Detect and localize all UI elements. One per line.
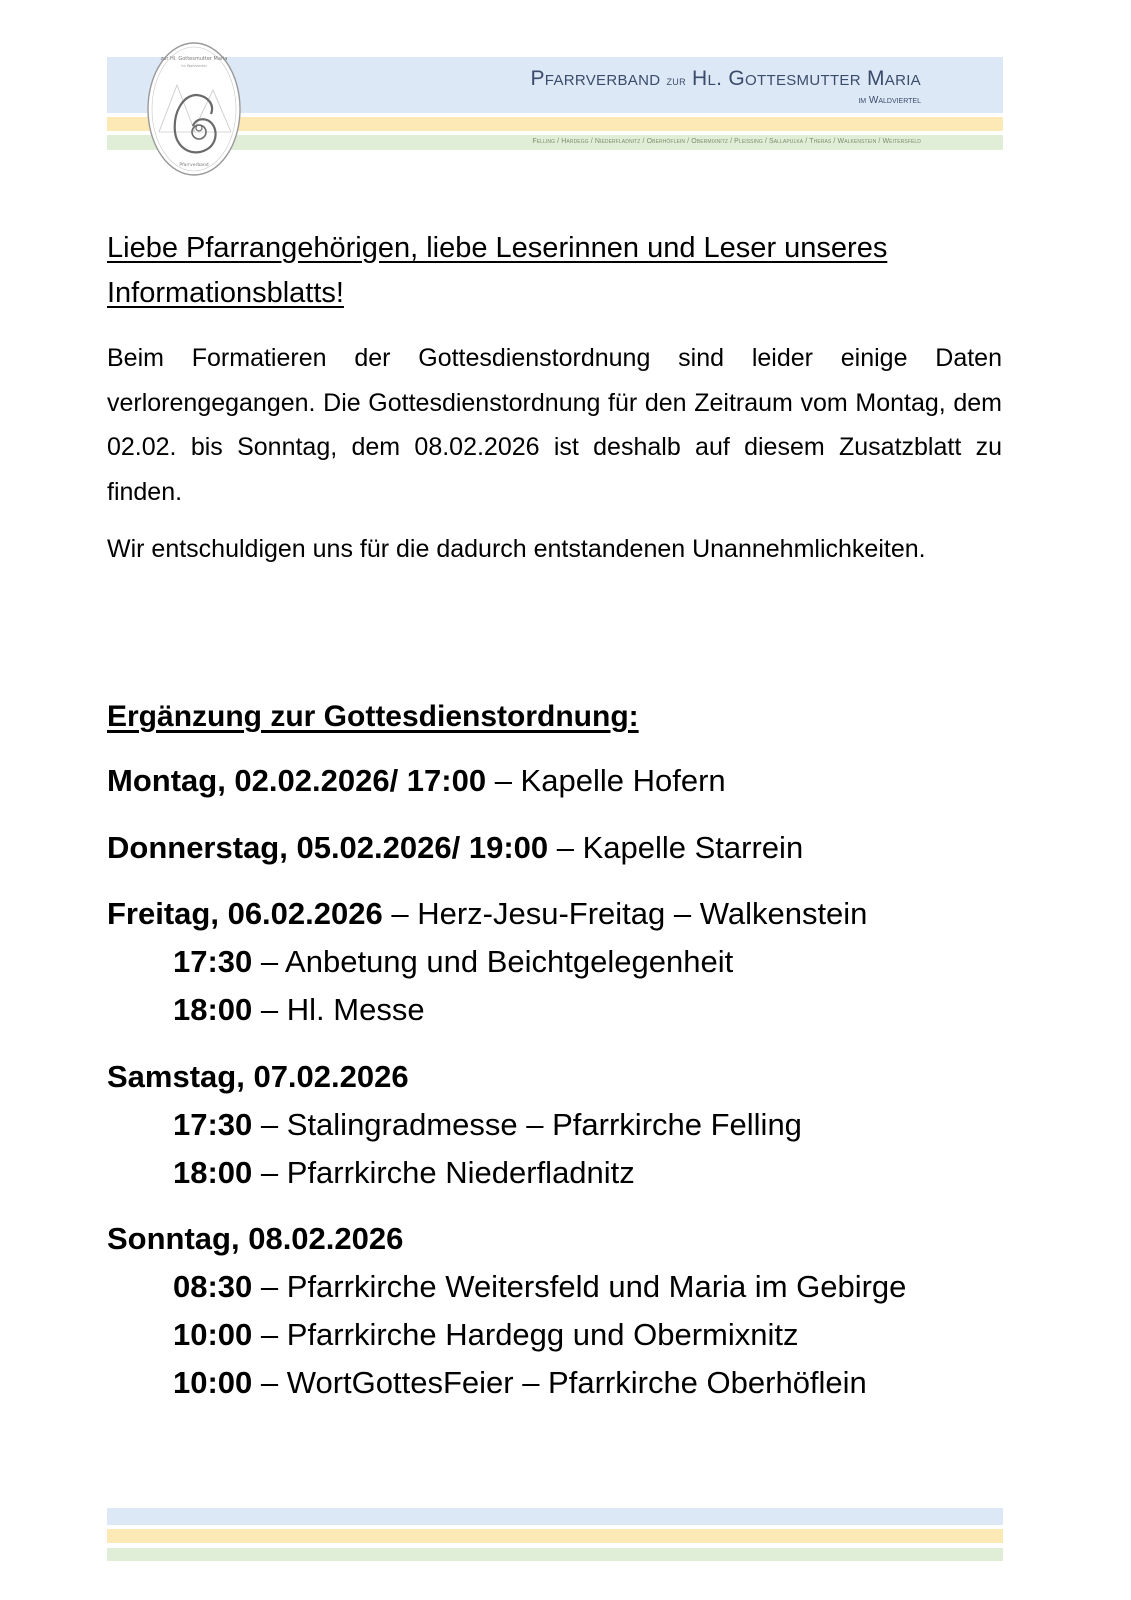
organization-subtitle: im Waldviertel xyxy=(858,95,921,106)
logo-inner-text: im Waldviertel xyxy=(181,64,207,68)
item-time: 18:00 xyxy=(173,992,253,1027)
footer-green-band xyxy=(107,1548,1003,1561)
madonna-child-logo-icon xyxy=(145,40,243,178)
item-text: – Stalingradmesse – Pfarrkirche Felling xyxy=(252,1107,802,1142)
logo-top-text: zur Hl. Gottesmutter Maria xyxy=(160,56,228,62)
schedule-day-thursday xyxy=(107,824,1002,872)
title-connector: zur xyxy=(666,73,686,88)
title-part-2: Hl. Gottesmutter Maria xyxy=(692,67,921,90)
footer-yellow-band xyxy=(107,1529,1003,1543)
schedule-day-saturday xyxy=(107,1053,1002,1197)
item-text: – Pfarrkirche Weitersfeld und Maria im Gebirge xyxy=(252,1269,907,1304)
logo-bottom-text: Pfarrverband xyxy=(179,163,209,168)
item-time: 10:00 xyxy=(173,1365,253,1400)
schedule-day-monday xyxy=(107,757,1002,805)
title-part-1: Pfarrverband xyxy=(530,67,661,90)
day-label: Freitag, 06.02.2026 xyxy=(107,896,383,931)
schedule-day-friday xyxy=(107,890,1002,1034)
apology-paragraph: Wir entschuldigen uns für die dadurch entstandenen Unannehmlichkeiten. xyxy=(107,535,926,563)
item-time: 08:30 xyxy=(173,1269,253,1304)
item-text: – Anbetung und Beichtgelegenheit xyxy=(252,944,734,979)
section-title: Ergänzung zur Gottesdienstordnung: xyxy=(107,700,639,733)
schedule-item xyxy=(107,1149,1002,1197)
footer-blue-band xyxy=(107,1508,1003,1525)
greeting-heading: Liebe Pfarrangehörigen, liebe Leserinnen und Leser unseres Informationsblatts! xyxy=(107,232,888,309)
footer-bands xyxy=(107,1508,1003,1563)
day-detail: – Kapelle Starrein xyxy=(548,830,804,865)
day-label: Samstag, 07.02.2026 xyxy=(107,1059,409,1094)
item-text: – Pfarrkirche Niederfladnitz xyxy=(252,1155,635,1190)
day-detail: – Kapelle Hofern xyxy=(486,763,726,798)
item-text: – WortGottesFeier – Pfarrkirche Oberhöflein xyxy=(252,1365,867,1400)
parish-list: Felling / Hardegg / Niederfladnitz / Oberhöflein / Obermixnitz / Pleissing / Sallapulka / Theras / Walkenstein / Weitersfeld xyxy=(532,138,921,145)
schedule-item xyxy=(107,938,1002,986)
day-label: Sonntag, 08.02.2026 xyxy=(107,1221,404,1256)
item-text: – Pfarrkirche Hardegg und Obermixnitz xyxy=(252,1317,799,1352)
day-label: Donnerstag, 05.02.2026/ 19:00 xyxy=(107,830,549,865)
schedule-item xyxy=(107,1311,1002,1359)
item-text: – Hl. Messe xyxy=(252,992,425,1027)
day-detail: – Herz-Jesu-Freitag – Walkenstein xyxy=(382,896,868,931)
letterhead xyxy=(107,40,1003,180)
schedule-item xyxy=(107,1263,1002,1311)
item-time: 18:00 xyxy=(173,1155,253,1190)
item-time: 17:30 xyxy=(173,1107,253,1142)
schedule-item xyxy=(107,986,1002,1034)
organization-title xyxy=(531,67,922,91)
intro-paragraph: Beim Formatieren der Gottesdienstordnung sind leider einige Daten verlorengegangen. Die Gottesdienstordnung für den Zeitraum vom Montag, dem 02.02. bis Sonntag, dem 08.02.2026 ist deshalb auf diesem Zusatzblatt zu finden. xyxy=(107,344,1002,506)
schedule-item xyxy=(107,1359,1002,1407)
schedule-day-sunday xyxy=(107,1215,1002,1407)
item-time: 17:30 xyxy=(173,944,253,979)
item-time: 10:00 xyxy=(173,1317,253,1352)
day-label: Montag, 02.02.2026/ 17:00 xyxy=(107,763,487,798)
schedule-item xyxy=(107,1101,1002,1149)
